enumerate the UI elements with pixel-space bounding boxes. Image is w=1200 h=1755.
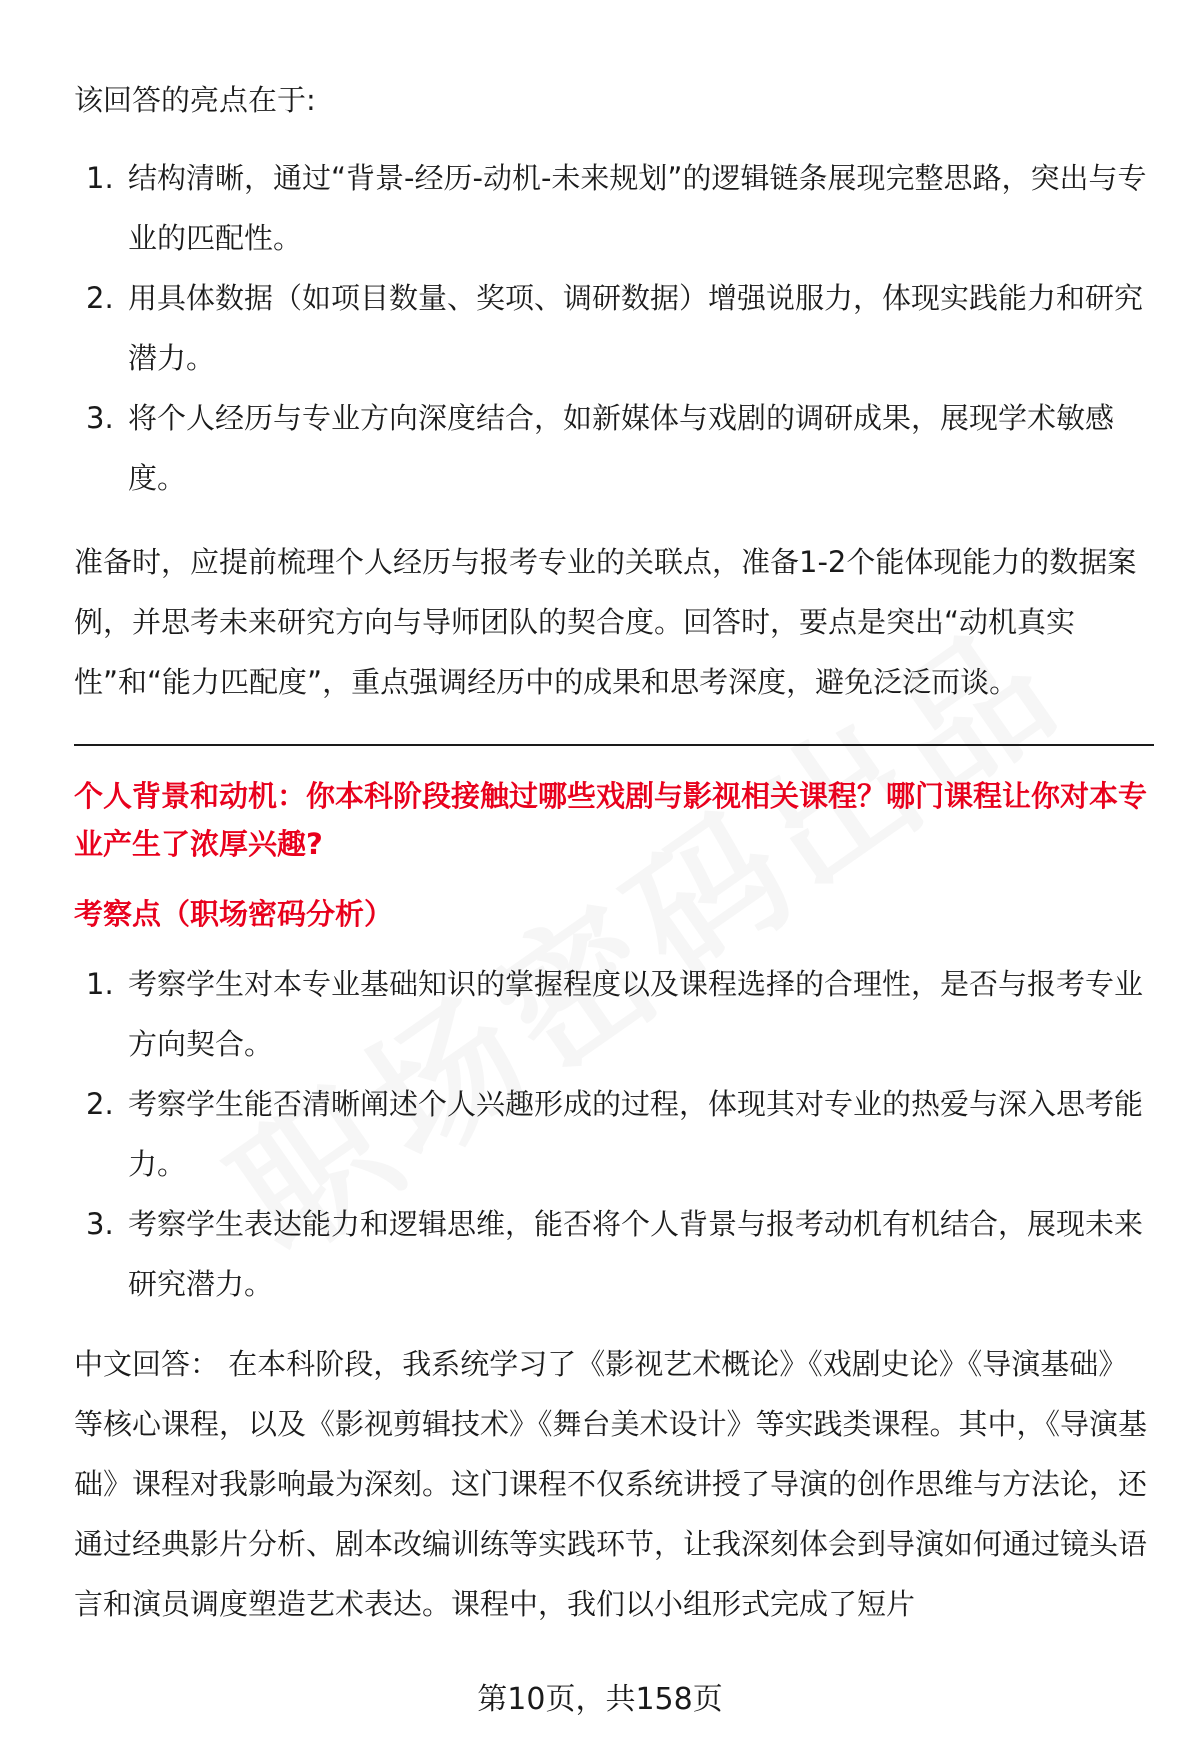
question-heading: 个人背景和动机：你本科阶段接触过哪些戏剧与影视相关课程？哪门课程让你对本专业产生了浓厚兴趣?	[74, 779, 1148, 861]
page-content	[74, 70, 1154, 1634]
list-item-text: 将个人经历与专业方向深度结合，如新媒体与戏剧的调研成果，展现学术敏感度。	[128, 401, 1115, 495]
page-number-footer: 第10页，共158页	[477, 1682, 723, 1717]
highlights-list	[74, 148, 1154, 508]
list-number: 2.	[86, 281, 114, 315]
list-number: 3.	[86, 1207, 114, 1241]
list-item-text: 考察学生表达能力和逻辑思维，能否将个人背景与报考动机有机结合，展现未来研究潜力。	[128, 1207, 1144, 1301]
list-number: 2.	[86, 1087, 114, 1121]
list-item	[74, 954, 1154, 1074]
list-item	[74, 1074, 1154, 1194]
list-item-text: 考察学生能否清晰阐述个人兴趣形成的过程，体现其对专业的热爱与深入思考能力。	[128, 1087, 1144, 1181]
preparation-paragraph: 准备时，应提前梳理个人经历与报考专业的关联点，准备1-2个能体现能力的数据案例，并思考未来研究方向与导师团队的契合度。回答时，要点是突出“动机真实性”和“能力匹配度”，重点强调经历中的成果和思考深度，避免泛泛而谈。	[74, 545, 1137, 699]
list-number: 1.	[86, 161, 114, 195]
assessment-points-list	[74, 954, 1154, 1314]
list-number: 3.	[86, 401, 114, 435]
section-divider	[74, 744, 1154, 746]
list-item-text: 结构清晰，通过“背景-经历-动机-未来规划”的逻辑链条展现完整思路，突出与专业的匹配性。	[128, 161, 1147, 255]
assessment-points-title: 考察点（职场密码分析）	[74, 897, 394, 931]
highlights-intro: 该回答的亮点在于:	[74, 83, 316, 117]
list-item	[74, 148, 1154, 268]
list-item	[74, 1194, 1154, 1314]
list-item-text: 考察学生对本专业基础知识的掌握程度以及课程选择的合理性，是否与报考专业方向契合。	[128, 967, 1144, 1061]
chinese-answer-paragraph: 中文回答： 在本科阶段，我系统学习了《影视艺术概论》《戏剧史论》《导演基础》等核心课程，以及《影视剪辑技术》《舞台美术设计》等实践类课程。其中，《导演基础》课程对我影响最为深刻。这门课程不仅系统讲授了导演的创作思维与方法论，还通过经典影片分析、剧本改编训练等实践环节，让我深刻体会到导演如何通过镜头语言和演员调度塑造艺术表达。课程中，我们以小组形式完成了短片	[74, 1347, 1148, 1621]
list-item-text: 用具体数据（如项目数量、奖项、调研数据）增强说服力，体现实践能力和研究潜力。	[128, 281, 1144, 375]
list-item	[74, 268, 1154, 388]
list-item	[74, 388, 1154, 508]
list-number: 1.	[86, 967, 114, 1001]
